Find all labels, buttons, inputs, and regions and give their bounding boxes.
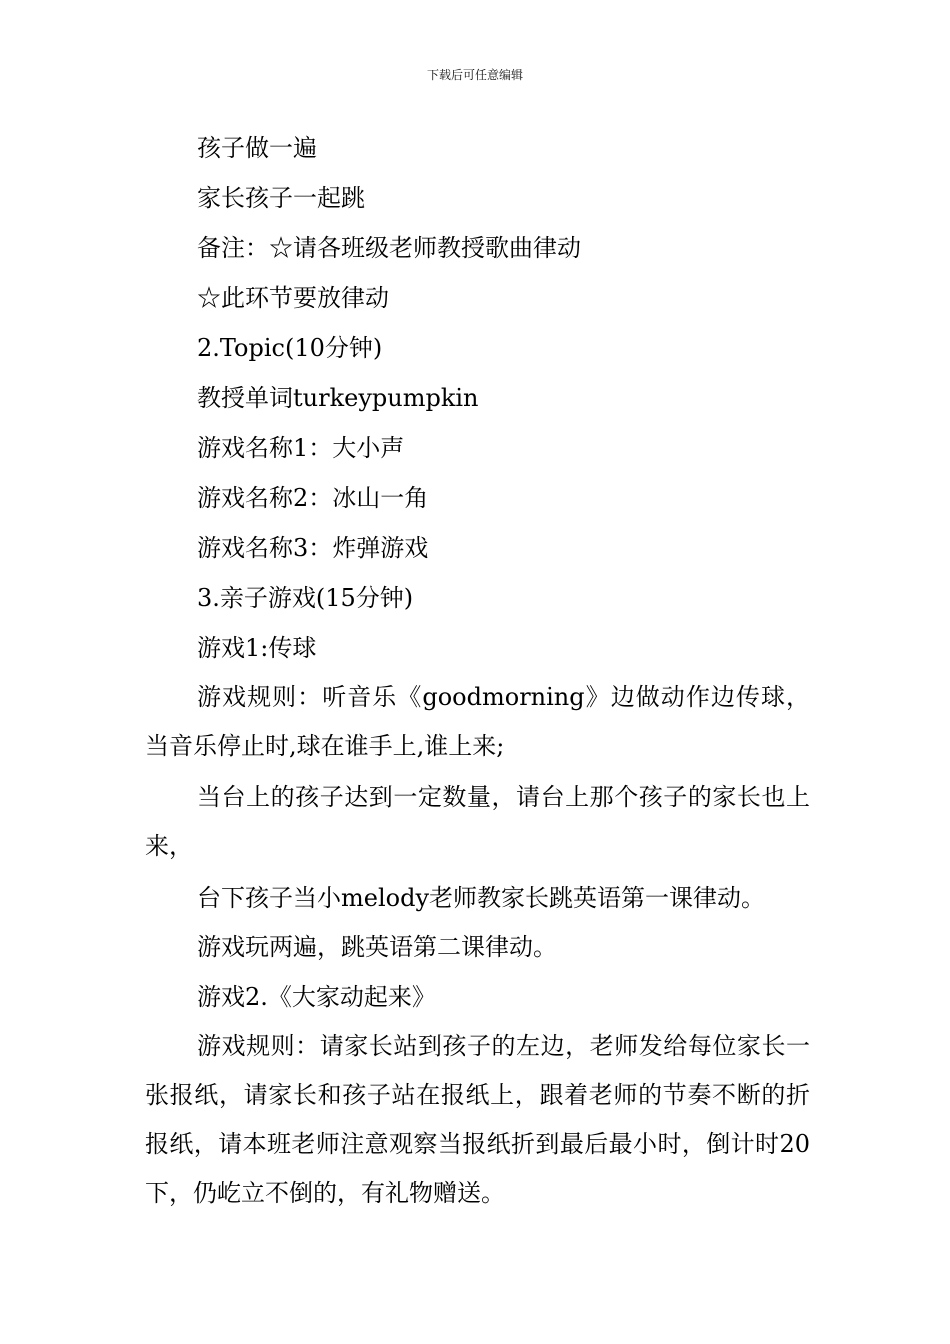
text-line: 游戏2.《大家动起来》 <box>197 983 436 1011</box>
paragraph-parents: 当台上的孩子达到一定数量，请台上那个孩子的家长也上来， <box>145 783 810 860</box>
section-heading-game: 3.亲子游戏(15分钟) <box>197 584 414 612</box>
text-line: 游戏玩两遍，跳英语第二课律动。 <box>197 933 557 961</box>
text-line: 游戏名称3：炸弹游戏 <box>197 534 429 562</box>
page-header: 下载后可任意编辑 <box>426 68 523 82</box>
section-heading-topic: 2.Topic(10分钟) <box>197 334 383 362</box>
text-line: 孩子做一遍 <box>197 134 317 162</box>
text-line: 备注：☆请各班级老师教授歌曲律动 <box>197 234 581 262</box>
text-line: 游戏名称2：冰山一角 <box>197 484 429 512</box>
text-line: 台下孩子当小melody老师教家长跳英语第一课律动。 <box>197 884 766 912</box>
text-line: ☆此环节要放律动 <box>197 284 389 312</box>
text-line: 家长孩子一起跳 <box>197 184 365 212</box>
paragraph-game2-rules: 游戏规则：请家长站到孩子的左边，老师发给每位家长一张报纸，请家长和孩子站在报纸上，跟着老师的节奏不断的折报纸，请本班老师注意观察当报纸折到最后最小时，倒计时20下，仍屹立不倒的，有礼物赠送。 <box>145 1032 810 1207</box>
paragraph-game1-rules: 游戏规则：听音乐《goodmorning》边做动作边传球，当音乐停止时,球在谁手上,谁上来; <box>145 683 810 760</box>
text-line: 游戏1:传球 <box>197 634 317 662</box>
text-line: 游戏名称1：大小声 <box>197 434 405 462</box>
text-line: 教授单词turkeypumpkin <box>197 384 479 412</box>
